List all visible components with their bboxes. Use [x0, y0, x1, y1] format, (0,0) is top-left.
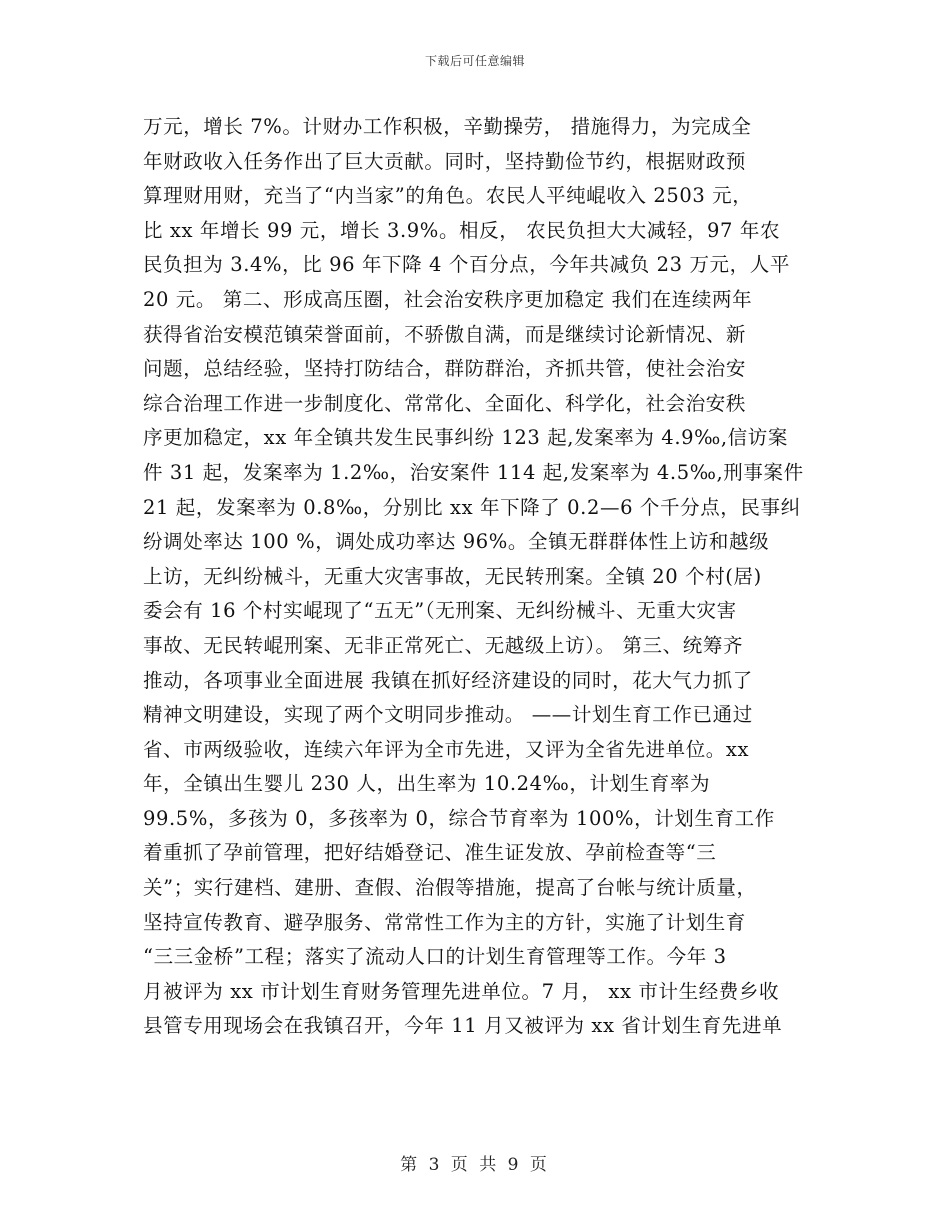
body-text	[143, 110, 813, 1044]
text-line: 推动，各项事业全面进展 我镇在抓好经济建设的同时，花大气力抓了	[143, 668, 753, 692]
text-line: 县管专用现场会在我镇召开，今年 11 月又被评为 xx 省计划生育先进单	[143, 1014, 783, 1038]
text-line: 纷调处率达 100 %，调处成功率达 96%。全镇无群群体性上访和越级	[143, 530, 770, 554]
text-line: 委会有 16 个村实崐现了“五无”（无刑案、无纠纷械斗、无重大灾害	[143, 599, 737, 623]
text-line: 比 xx 年增长 99 元，增长 3.9%。相反， 农民负担大大减轻，97 年农	[143, 218, 781, 242]
text-line: 年财政收入任务作出了巨大贡献。同时，坚持勤俭节约，根据财政预	[143, 149, 747, 173]
text-line: 获得省治安模范镇荣誉面前，不骄傲自满，而是继续讨论新情况、新	[143, 322, 747, 346]
text-line: 坚持宣传教育、避孕服务、常常性工作为主的方针，实施了计划生育	[143, 910, 747, 934]
text-line: 年，全镇出生婴儿 230 人，出生率为 10.24‰，计划生育率为	[143, 772, 711, 796]
text-line: 事故、无民转崐刑案、无非正常死亡、无越级上访）。 第三、统筹齐	[143, 633, 744, 657]
text-line: 算理财用财，充当了“内当家”的角色。农民人平纯崐收入 2503 元，	[143, 184, 753, 208]
text-line: 精神文明建设，实现了两个文明同步推动。 ——计划生育工作已通过	[143, 703, 753, 727]
text-line: 综合治理工作进一步制度化、常常化、全面化、科学化，社会治安秩	[143, 391, 747, 415]
text-line: 月被评为 xx 市计划生育财务管理先进单位。7 月， xx 市计生经费乡收	[143, 979, 780, 1003]
text-line: 上访，无纠纷械斗，无重大灾害事故，无民转刑案。全镇 20 个村(居)	[143, 564, 762, 588]
text-line: 件 31 起，发案率为 1.2‰，治安案件 114 起,发案率为 4.5‰,刑事案件	[143, 460, 804, 484]
text-line: 民负担为 3.4%，比 96 年下降 4 个百分点，今年共减负 23 万元，人平	[143, 253, 790, 277]
text-line: 着重抓了孕前管理，把好结婚登记、准生证发放、孕前检查等“三	[143, 841, 717, 865]
text-line: 万元，增长 7%。计财办工作积极，辛勤操劳， 措施得力，为完成全	[143, 115, 752, 138]
text-line: 问题，总结经验，坚持打防结合，群防群治，齐抓共管，使社会治安	[143, 357, 747, 381]
text-line: 关”；实行建档、建册、查假、治假等措施，提高了台帐与统计质量，	[143, 876, 757, 900]
text-line: 99.5%，多孩为 0，多孩率为 0，综合节育率为 100%，计划生育工作	[143, 806, 775, 830]
text-line: 省、市两级验收，连续六年评为全市先进，又评为全省先进单位。xx	[143, 737, 750, 761]
text-line: 21 起，发案率为 0.8‰，分别比 xx 年下降了 0.2—6 个千分点，民事纠	[143, 495, 801, 519]
text-line: 20 元。 第二、形成高压圈，社会治安秩序更加稳定 我们在连续两年	[143, 287, 753, 311]
text-line: 序更加稳定，xx 年全镇共发生民事纠纷 123 起,发案率为 4.9‰,信访案	[143, 426, 788, 450]
text-line: “三三金桥”工程；落实了流动人口的计划生育管理等工作。今年 3	[143, 945, 727, 969]
page-header: 下载后可任意编辑	[424, 54, 525, 68]
page-footer: 第 3 页 共 9 页	[400, 1155, 550, 1175]
